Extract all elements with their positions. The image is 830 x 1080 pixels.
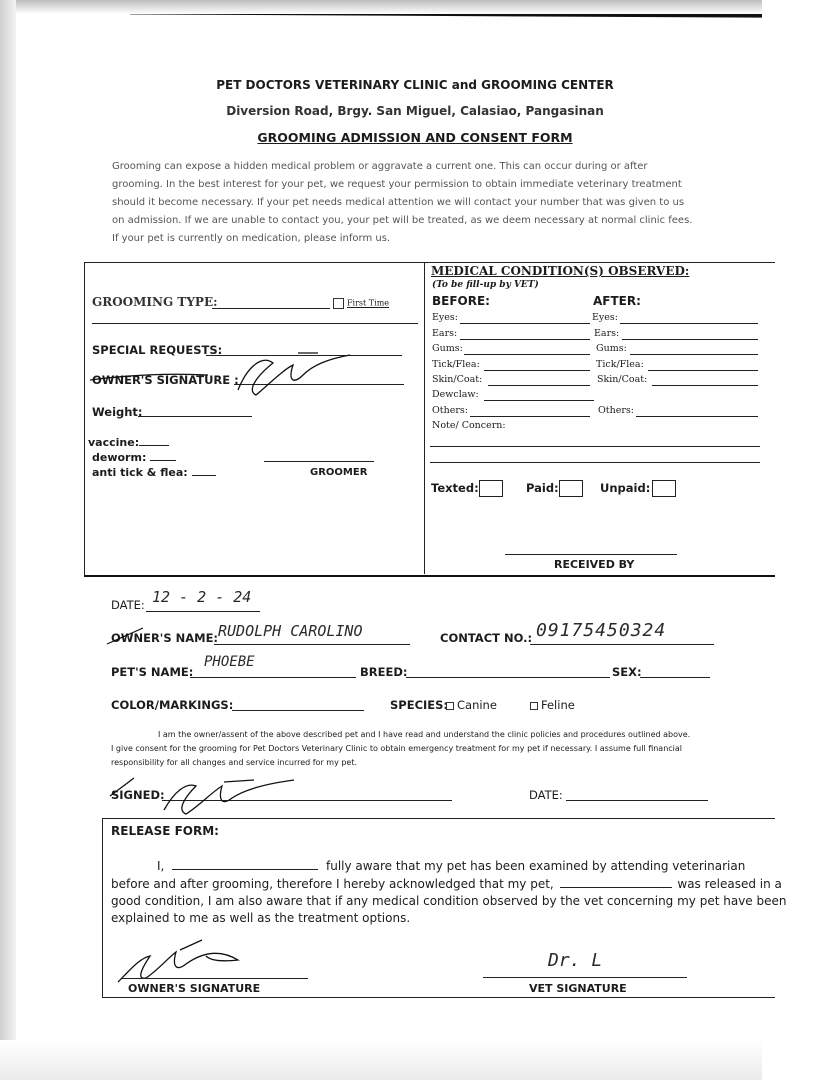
checkbox-icon — [333, 298, 344, 309]
release-line-3: good condition, I am also aware that if any medical condition observed by the vet concerning my pet have been — [111, 894, 787, 908]
contact-value: 09175450324 — [536, 620, 667, 641]
date-label: DATE: — [111, 598, 145, 612]
skin-before-field[interactable] — [488, 385, 590, 386]
intro-line: grooming. In the best interest for your pet, we request your permission to obtain immediate veterinary treatment — [112, 179, 682, 190]
grooming-type-line-2[interactable] — [92, 323, 418, 324]
others-after-label: Others: — [598, 405, 634, 416]
feline-checkbox-icon — [530, 702, 538, 710]
release-line-1-text: fully aware that my pet has been examined by attending veterinarian — [326, 859, 746, 873]
date-field[interactable] — [146, 611, 260, 612]
note-label: Note/ Concern: — [432, 420, 506, 431]
intro-paragraph — [112, 158, 692, 248]
medical-title: MEDICAL CONDITION(S) OBSERVED: — [431, 264, 690, 278]
vaccine-label — [88, 436, 169, 449]
release-line-2 — [111, 877, 782, 891]
deworm-label — [92, 451, 176, 464]
signed-signature-icon — [104, 770, 304, 820]
first-time-checkbox[interactable] — [333, 298, 389, 309]
first-time-label: First Time — [347, 298, 390, 308]
texted-label: Texted: — [431, 481, 479, 495]
consent-line-3: responsibility for all changes and service incurred for my pet. — [111, 758, 358, 767]
anti-tick-label — [92, 466, 216, 479]
release-line-2-end: was released in a — [677, 877, 782, 891]
breed-label: BREED: — [360, 665, 408, 679]
owner-signature-scribble-icon — [88, 345, 358, 405]
pet-name-label: PET'S NAME: — [111, 665, 194, 679]
ears-before-label: Ears: — [432, 328, 458, 339]
unpaid-checkbox[interactable] — [652, 480, 676, 497]
vet-initials: Dr. L — [548, 950, 603, 971]
color-markings-field[interactable] — [232, 710, 364, 711]
vaccine-text: vaccine: — [88, 436, 140, 449]
consent-date-field[interactable] — [566, 800, 708, 801]
release-owner-signature-icon — [110, 930, 270, 988]
gums-before-label: Gums: — [432, 343, 463, 354]
owner-signature-label: OWNER'S SIGNATURE : — [92, 373, 239, 387]
weight-field[interactable] — [138, 416, 252, 417]
dewclaw-field[interactable] — [484, 400, 594, 401]
form-title: GROOMING ADMISSION AND CONSENT FORM — [257, 130, 573, 145]
unpaid-label: Unpaid: — [600, 481, 651, 495]
paid-checkbox[interactable] — [559, 480, 583, 497]
medical-subtitle: (To be fill-up by VET) — [432, 280, 539, 290]
others-before-field[interactable] — [470, 416, 590, 417]
signed-label: SIGNED: — [111, 788, 165, 802]
grooming-type-label: GROOMING TYPE: — [92, 295, 218, 309]
gums-before-field[interactable] — [464, 354, 590, 355]
deworm-field[interactable] — [150, 460, 176, 461]
anti-tick-field[interactable] — [192, 475, 216, 476]
feline-option[interactable] — [530, 698, 575, 712]
dewclaw-label: Dewclaw: — [432, 389, 479, 400]
pet-name-field[interactable] — [190, 677, 356, 678]
species-label: SPECIES: — [390, 698, 449, 712]
skin-after-label: Skin/Coat: — [597, 374, 648, 385]
color-markings-label: COLOR/MARKINGS: — [111, 698, 234, 712]
texted-checkbox[interactable] — [479, 480, 503, 497]
paid-label: Paid: — [526, 481, 559, 495]
gums-after-field[interactable] — [630, 354, 758, 355]
skin-after-field[interactable] — [652, 385, 758, 386]
contact-field[interactable] — [530, 644, 714, 645]
groomer-signature-field[interactable] — [264, 461, 374, 462]
breed-field[interactable] — [406, 677, 610, 678]
eyes-before-field[interactable] — [460, 323, 590, 324]
page-bottom-shade — [0, 1040, 762, 1080]
ears-before-field[interactable] — [460, 339, 590, 340]
skin-before-label: Skin/Coat: — [432, 374, 483, 385]
consent-line-2: I give consent for the grooming for Pet Doctors Veterinary Clinic to obtain emergency treatment for my pet if necessary. I assume full financial — [111, 744, 683, 753]
eyes-before-label: Eyes: — [432, 312, 458, 323]
box-divider — [424, 262, 425, 574]
release-line-1 — [157, 859, 745, 873]
eyes-after-field[interactable] — [620, 323, 758, 324]
tick-after-label: Tick/Flea: — [596, 359, 644, 370]
sex-label: SEX: — [612, 665, 642, 679]
received-by-label: RECEIVED BY — [554, 558, 635, 571]
release-line-4: explained to me as well as the treatment options. — [111, 911, 411, 925]
tick-after-field[interactable] — [648, 370, 758, 371]
owner-name-field[interactable] — [214, 644, 410, 645]
pet-name-value: PHOEBE — [204, 654, 255, 670]
ears-after-field[interactable] — [622, 339, 758, 340]
intro-line: should it become necessary. If your pet needs medical attention we will contact your number that was given to us — [112, 197, 685, 208]
vet-signature-field[interactable] — [483, 977, 687, 978]
received-by-field[interactable] — [505, 554, 677, 555]
groomer-label: GROOMER — [310, 467, 368, 478]
release-title: RELEASE FORM: — [111, 824, 219, 838]
others-before-label: Others: — [432, 405, 468, 416]
owner-name-value: RUDOLPH CAROLINO — [218, 622, 363, 640]
note-line-2[interactable] — [430, 462, 760, 463]
owner-name-label: OWNER'S NAME: — [111, 631, 219, 645]
consent-line-1: I am the owner/assent of the above described pet and I have read and understand the clinic policies and procedures outlined above. — [158, 730, 691, 739]
release-owner-signature-field[interactable] — [122, 978, 308, 979]
anti-tick-text: anti tick & flea: — [92, 466, 188, 479]
consent-date-label: DATE: — [529, 788, 563, 802]
date-value: 12 - 2 - 24 — [152, 588, 252, 606]
ears-after-label: Ears: — [594, 328, 620, 339]
release-i-label: I, — [157, 859, 165, 873]
clinic-address: Diversion Road, Brgy. San Miguel, Calasiao, Pangasinan — [226, 104, 604, 118]
canine-label: Canine — [457, 698, 497, 712]
tick-before-label: Tick/Flea: — [432, 359, 480, 370]
release-owner-signature-label: OWNER'S SIGNATURE — [128, 982, 261, 995]
weight-label: Weight: — [92, 405, 143, 419]
vet-signature-label: VET SIGNATURE — [529, 982, 627, 995]
feline-label: Feline — [541, 698, 575, 712]
others-after-field[interactable] — [636, 416, 758, 417]
intro-line: If your pet is currently on medication, please inform us. — [112, 233, 391, 244]
before-label: BEFORE: — [432, 294, 490, 308]
eyes-after-label: Eyes: — [592, 312, 618, 323]
contact-label: CONTACT NO.: — [440, 631, 533, 645]
tick-before-field[interactable] — [484, 370, 590, 371]
page-left-shadow — [0, 0, 16, 1080]
page-top-shade — [16, 0, 762, 14]
grooming-box — [84, 262, 775, 577]
intro-line: Grooming can expose a hidden medical problem or aggravate a current one. This can occur during or after — [112, 161, 648, 172]
deworm-text: deworm: — [92, 451, 147, 464]
grooming-type-field[interactable] — [212, 308, 330, 309]
intro-line: on admission. If we are unable to contact you, your pet will be treated, as we deem necessary at normal clinic fees. — [112, 215, 693, 226]
vaccine-field[interactable] — [139, 445, 169, 446]
canine-option[interactable] — [446, 698, 497, 712]
after-label: AFTER: — [593, 294, 641, 308]
clinic-name: PET DOCTORS VETERINARY CLINIC and GROOMING CENTER — [216, 78, 614, 92]
canine-checkbox-icon — [446, 702, 454, 710]
sex-field[interactable] — [640, 677, 710, 678]
note-line-1[interactable] — [430, 446, 760, 447]
special-requests-label: SPECIAL REQUESTS: — [92, 343, 223, 357]
release-line-2-start: before and after grooming, therefore I hereby acknowledged that my pet, — [111, 877, 554, 891]
release-pet-field[interactable] — [560, 887, 672, 888]
owner-strike-icon — [105, 624, 145, 648]
release-name-field[interactable] — [172, 869, 318, 870]
gums-after-label: Gums: — [596, 343, 627, 354]
